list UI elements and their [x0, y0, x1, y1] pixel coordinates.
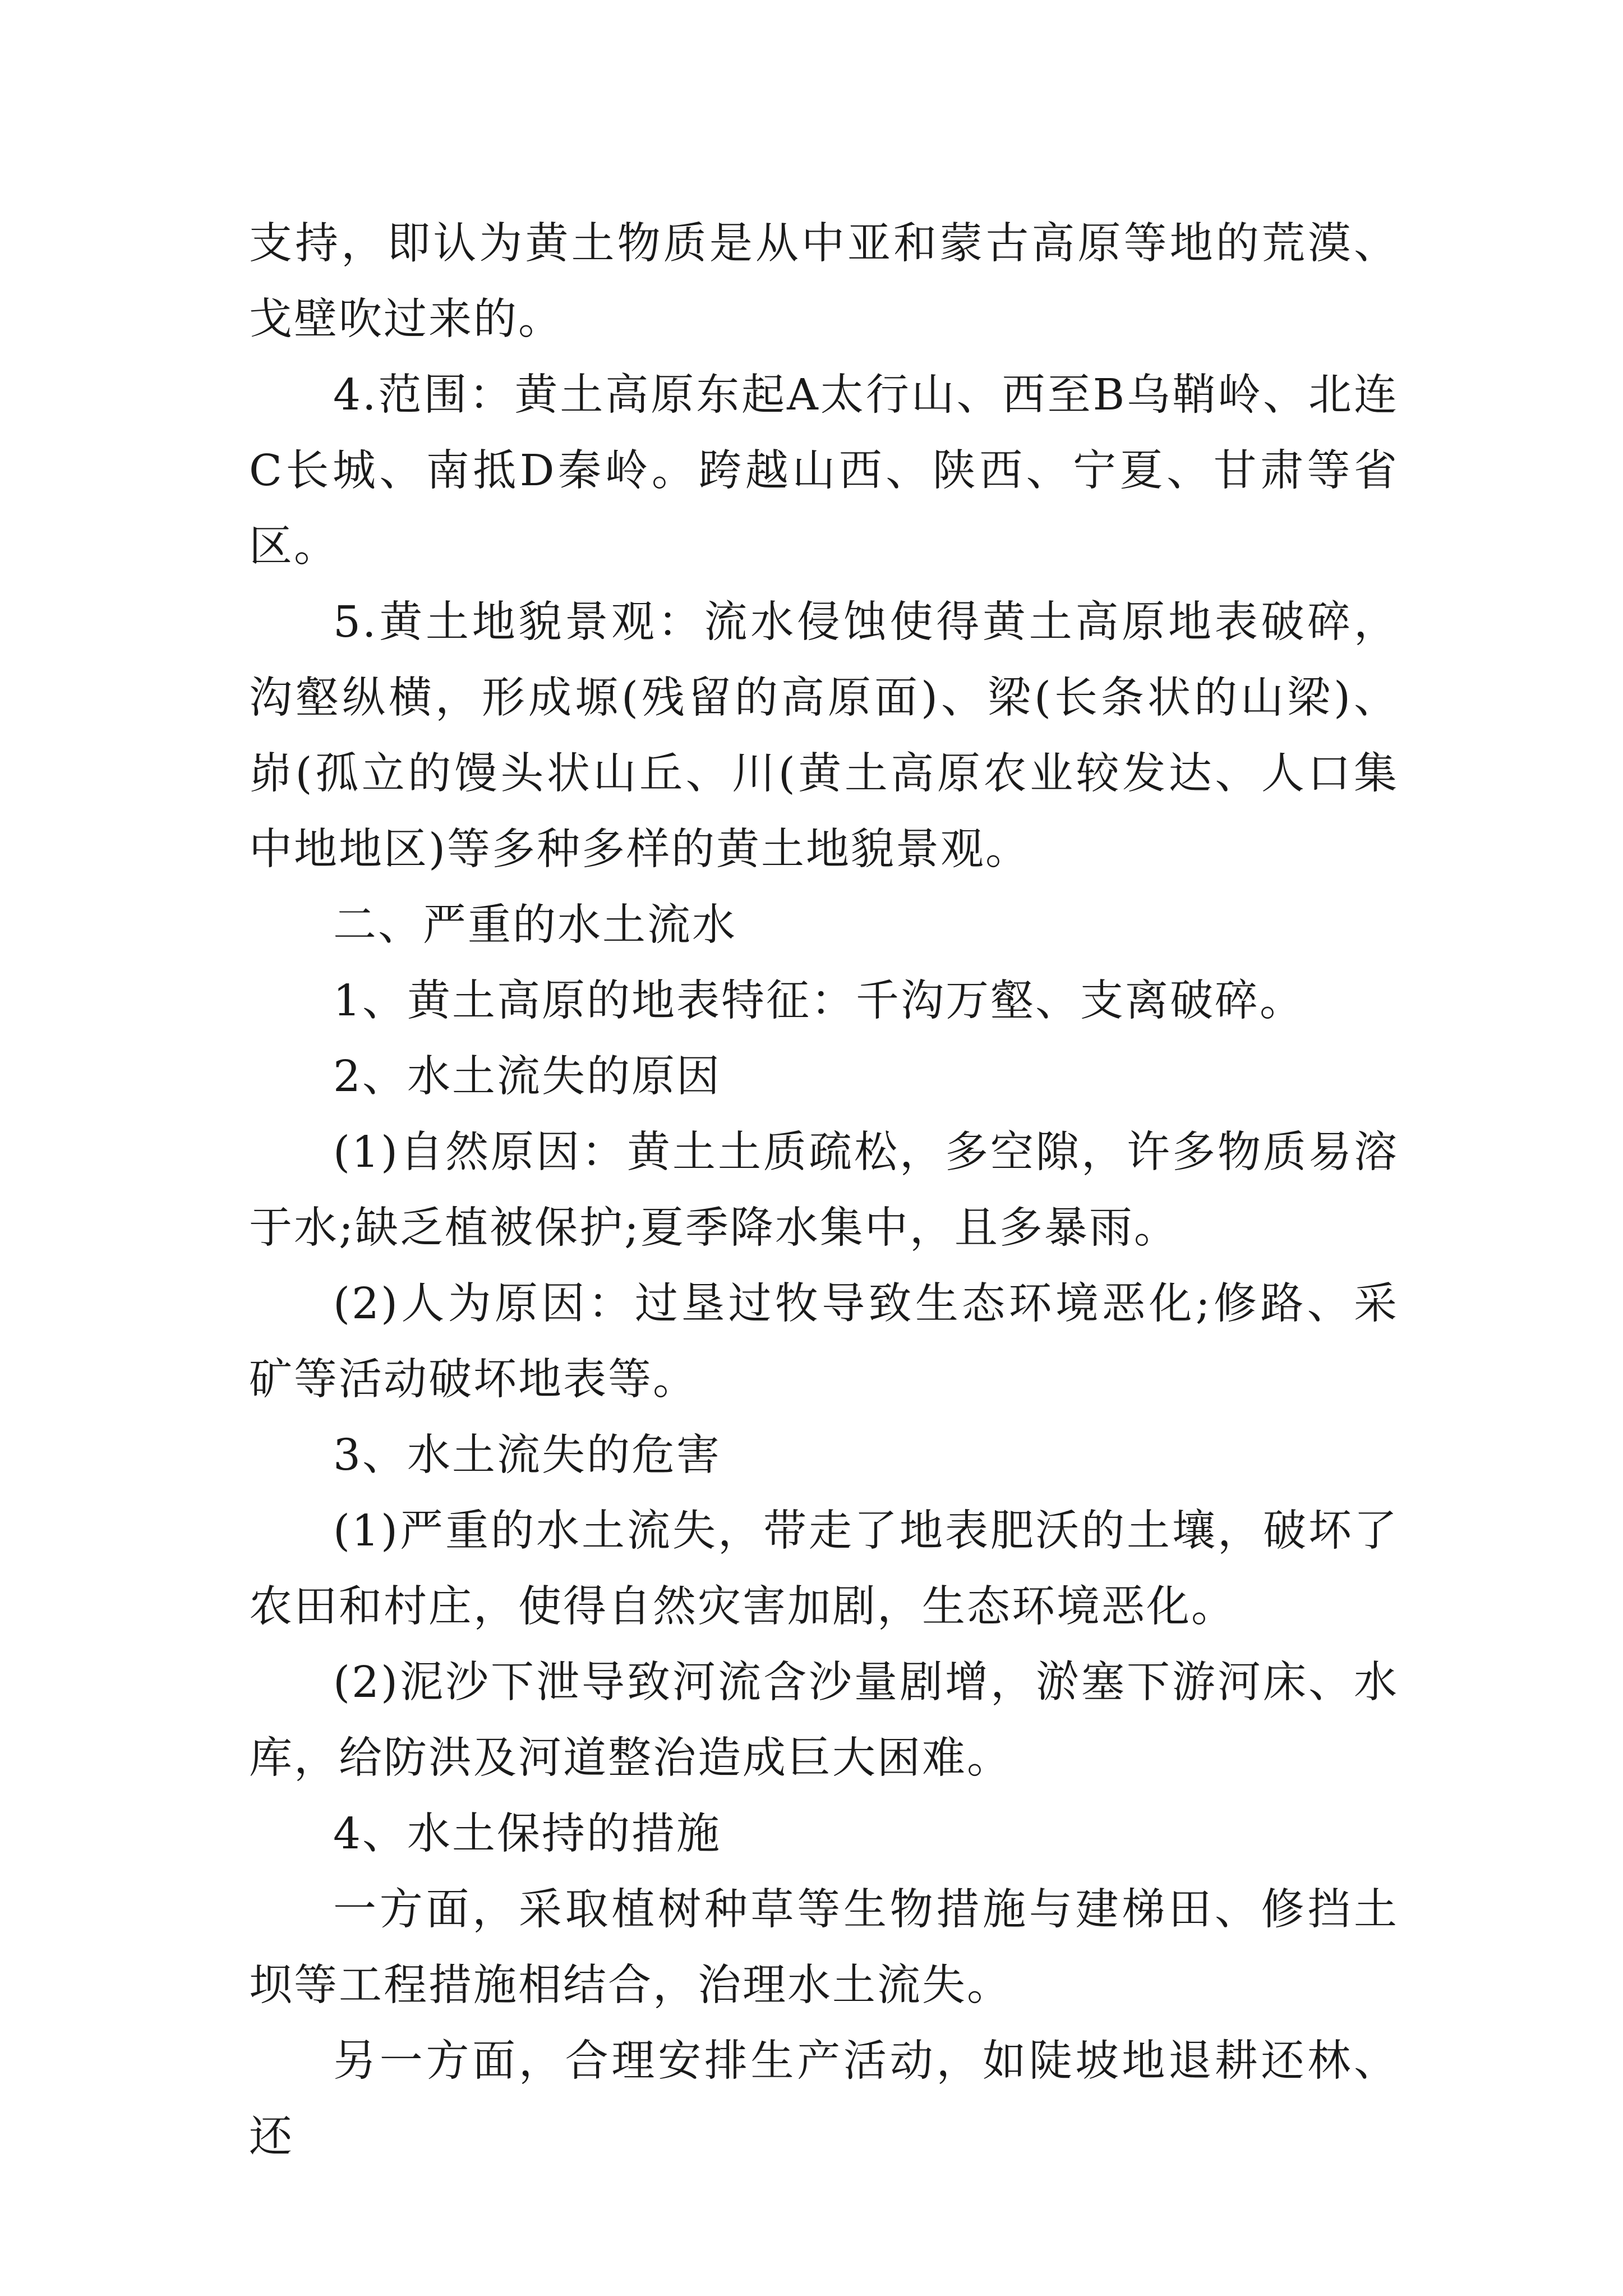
paragraph-natural-causes: (1)自然原因：黄土土质疏松，多空隙，许多物质易溶于水;缺乏植被保护;夏季降水集中，且多暴雨。 — [249, 1128, 1399, 1253]
paragraph-surface-features: 1、黄土高原的地表特征：千沟万壑、支离破碎。 — [333, 976, 1304, 1026]
paragraph-harm-2: (2)泥沙下泄导致河流含沙量剧增，淤塞下游河床、水库，给防洪及河道整治造成巨大困难。 — [249, 1658, 1399, 1783]
subheading-harms: 3、水土流失的危害 — [333, 1430, 721, 1480]
subheading-measures: 4、水土保持的措施 — [333, 1809, 721, 1859]
document-body — [249, 206, 1399, 2175]
section-heading-soil-erosion: 二、严重的水土流水 — [333, 900, 737, 950]
paragraph-landforms: 5.黄土地貌景观：流水侵蚀使得黄土高原地表破碎，沟壑纵横，形成塬(残留的高原面)、梁(长条状的山梁)、峁(孤立的馒头状山丘、川(黄土高原农业较发达、人口集中地地区)等多种多样的黄土地貌景观。 — [249, 597, 1399, 875]
paragraph-harm-1: (1)严重的水土流失，带走了地表肥沃的土壤，破坏了农田和村庄，使得自然灾害加剧，生态环境恶化。 — [249, 1506, 1399, 1632]
paragraph-scope: 4.范围：黄土高原东起A太行山、西至B乌鞘岭、北连C长城、南抵D秦岭。跨越山西、陕西、宁夏、甘肃等省区。 — [249, 370, 1399, 572]
paragraph-human-causes: (2)人为原因：过垦过牧导致生态环境恶化;修路、采矿等活动破坏地表等。 — [249, 1279, 1399, 1405]
paragraph-measure-1: 一方面，采取植树种草等生物措施与建梯田、修挡土坝等工程措施相结合，治理水土流失。 — [249, 1885, 1399, 2010]
paragraph-measure-2: 另一方面，合理安排生产活动，如陡坡地退耕还林、还 — [249, 2036, 1399, 2162]
paragraph-continuation: 支持，即认为黄土物质是从中亚和蒙古高原等地的荒漠、戈壁吹过来的。 — [249, 219, 1399, 344]
subheading-causes: 2、水土流失的原因 — [333, 1052, 721, 1102]
